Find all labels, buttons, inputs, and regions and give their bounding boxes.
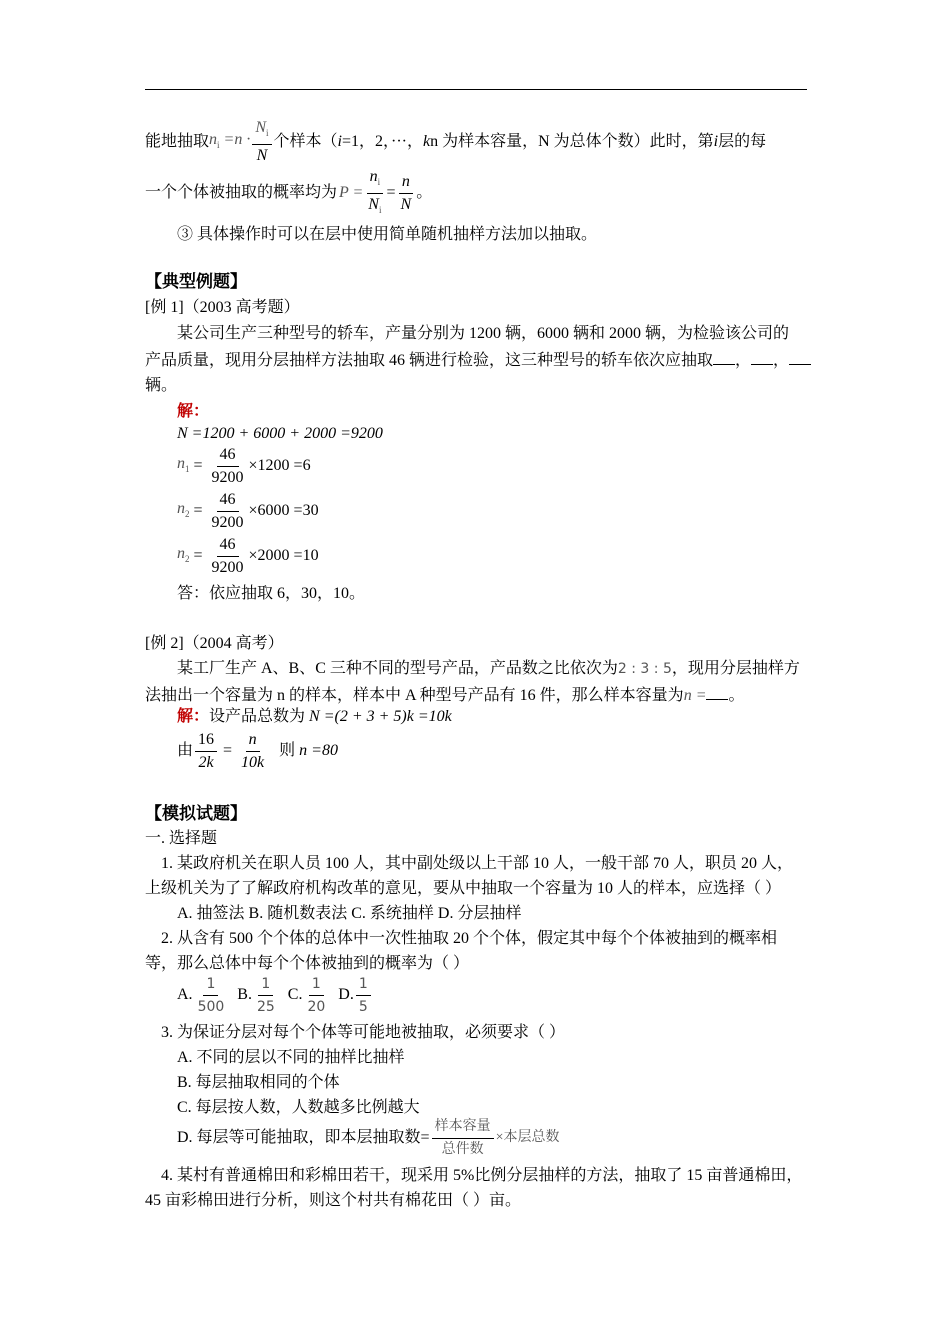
- answer-blank: [713, 350, 735, 365]
- question-3-option-d: [177, 1116, 560, 1160]
- var-n1: $n_1$: [177, 454, 190, 474]
- equation-n3-rest: ×2000 =10: [248, 547, 319, 564]
- answer-blank: [751, 350, 773, 365]
- equation-n2: $n_2$ = $\frac{46}{9200}$ ×6000 =30: [177, 489, 319, 533]
- part-heading: 一. 选择题: [145, 830, 218, 847]
- formula-ni: $n_i =n$ ·: [209, 130, 251, 150]
- intro-i-2: i: [713, 133, 719, 150]
- example-2-text-b: ，现用分层抽样方: [671, 660, 800, 677]
- solution-label-2: 解：: [177, 708, 210, 725]
- formula-n-over-N: $\frac{n}{N}$: [400, 172, 412, 213]
- equation-n1: $n_1$ = $\frac{46}{9200}$ ×1200 =6: [177, 444, 311, 488]
- question-1-line-2: 上级机关为了了解政府机构改革的意见，要从中抽取一个容量为 10 人的样本，应选择（ ）: [145, 880, 782, 897]
- example-1-line-3: 辆。: [145, 377, 178, 394]
- intro-line-2: [145, 168, 432, 218]
- equation-n1-rest: ×1200 =6: [248, 457, 311, 474]
- intro-i: i: [337, 133, 342, 150]
- fraction-sample-size: $\frac{\text{样本容量}}{\text{总件数}}$: [432, 1116, 494, 1161]
- solution-2-ratio: 由 $\frac{16}{2k}$ = $\frac{n}{10k}$ 则 n =80: [177, 729, 338, 773]
- question-3-option-c: C. 每层按人数，人数越多比例越大: [177, 1099, 420, 1116]
- question-2-line-1: 2. 从含有 500 个个体的总体中一次性抽取 20 个个体，假定其中每个个体被抽到的概率相: [161, 930, 778, 947]
- question-3-option-a: A. 不同的层以不同的抽样比抽样: [177, 1049, 405, 1066]
- answer-line: 答：依应抽取 6，30，10。: [177, 585, 366, 602]
- equation-N: [177, 424, 383, 444]
- example-1-text: 产品质量，现用分层抽样方法抽取 46 辆进行检验，这三种型号的轿车依次应抽取: [145, 352, 714, 369]
- formula-eq: =: [386, 184, 396, 201]
- section-title-practice: 【模拟试题】: [145, 804, 247, 824]
- answer-blank: [706, 685, 728, 700]
- intro-line-1: [145, 117, 766, 167]
- period: 。: [728, 687, 745, 704]
- fraction-46-9200: $\frac{46}{9200}$: [211, 535, 244, 576]
- question-2-options: [177, 972, 373, 1018]
- intro-text-d: n 为样本容量，N 为总体个数）此时，第: [430, 133, 714, 150]
- intro-line-3: ③ 具体操作时可以在层中使用简单随机抽样方法加以抽取。: [177, 226, 598, 243]
- option-c: C. $\frac{1}{20}$: [288, 973, 331, 1018]
- formula-ni-over-Ni: $\frac{n_i}{N_i}$: [368, 167, 382, 215]
- fraction-46-9200: $\frac{46}{9200}$: [211, 490, 244, 531]
- option-d-tail: ×本层总数: [495, 1130, 560, 1145]
- formula-Ni-over-N: $\frac{N_i}{N}$: [252, 117, 271, 167]
- intro-text-prob: 一个个体被抽取的概率均为: [145, 184, 338, 201]
- var-n2: $n_2$: [177, 499, 190, 519]
- example-1-line-1: 某公司生产三种型号的轿车，产量分别为 1200 辆，6000 辆和 2000 辆，为检验该公司的: [177, 325, 790, 342]
- text-by: 由: [177, 742, 194, 759]
- fraction-46-9200: $\frac{46}{9200}$: [211, 445, 244, 486]
- option-d: D. $\frac{1}{5}$: [338, 973, 372, 1018]
- question-1-line-1: 1. 某政府机关在职人员 100 人，其中副处级以上干部 10 人，一般干部 70 人，职员 20 人，: [161, 855, 794, 872]
- example-2-line-2: [145, 685, 745, 706]
- question-4-line-1: 4. 某村有普通棉田和彩棉田若干，现采用 5%比例分层抽样的方法，抽取了 15 亩普通棉田，: [161, 1167, 803, 1184]
- question-3-line-1: 3. 为保证分层对每个个体等可能地被抽取，必须要求（ ）: [161, 1024, 566, 1041]
- intro-text-e: 层的每: [718, 133, 767, 150]
- solution-label-1: 解：: [177, 403, 210, 420]
- intro-period: 。: [416, 184, 433, 201]
- question-2-line-2: 等，那么总体中每个个体被抽到的概率为（ ）: [145, 955, 470, 972]
- solution-2-line: [177, 707, 452, 727]
- intro-range: =1，2，···，: [341, 133, 423, 150]
- var-n-eq: n =: [683, 687, 707, 704]
- result-n: n =80: [299, 742, 338, 759]
- solution-2-text: 设产品总数为: [209, 708, 306, 725]
- equation-N-text: N =1200 + 6000 + 2000 =9200: [177, 425, 383, 442]
- example-2-line-1: [177, 659, 800, 679]
- equation-n3: $n_2$ = $\frac{46}{9200}$ ×2000 =10: [177, 534, 319, 578]
- example-1-line-2: 产品质量，现用分层抽样方法抽取 46 辆进行检验，这三种型号的轿车依次应抽取 ， ，: [145, 350, 811, 371]
- formula-P: P =: [339, 184, 364, 201]
- option-d-text: D. 每层等可能抽取，即本层抽取数=: [177, 1129, 430, 1146]
- question-1-options: A. 抽签法 B. 随机数表法 C. 系统抽样 D. 分层抽样: [177, 905, 522, 922]
- example-1-tag: [例 1]（2003 高考题）: [145, 299, 300, 316]
- option-a: A. $\frac{1}{500}$: [177, 973, 229, 1018]
- solution-2-eq: N =(2 + 3 + 5)k =10k: [309, 708, 452, 725]
- question-4-line-2: 45 亩彩棉田进行分析，则这个村共有棉花田（ ）亩。: [145, 1192, 522, 1209]
- text-then: 则: [279, 742, 296, 759]
- answer-blank: [789, 350, 811, 365]
- intro-text-a: 能地抽取: [145, 133, 210, 150]
- ratio: 2 : 3 : 5: [617, 661, 672, 677]
- var-n3: $n_2$: [177, 544, 190, 564]
- option-b: B. $\frac{1}{25}$: [237, 973, 280, 1018]
- section-title-examples: 【典型例题】: [145, 272, 247, 292]
- equation-n2-rest: ×6000 =30: [248, 502, 319, 519]
- header-rule: [145, 89, 807, 90]
- example-2-text-a: 某工厂生产 A、B、C 三种不同的型号产品，产品数之比依次为: [177, 660, 618, 677]
- fraction-n-10k: $\frac{n}{10k}$: [241, 730, 265, 771]
- intro-text-b: 个样本（: [273, 133, 338, 150]
- intro-k: k: [423, 133, 431, 150]
- fraction-16-2k: $\frac{16}{2k}$: [195, 729, 217, 774]
- example-2-text-c: 法抽出一个容量为 n 的样本，样本中 A 种型号产品有 16 件，那么样本容量为: [145, 687, 684, 704]
- question-3-option-b: B. 每层抽取相同的个体: [177, 1074, 340, 1091]
- example-2-tag: [例 2]（2004 高考）: [145, 635, 284, 652]
